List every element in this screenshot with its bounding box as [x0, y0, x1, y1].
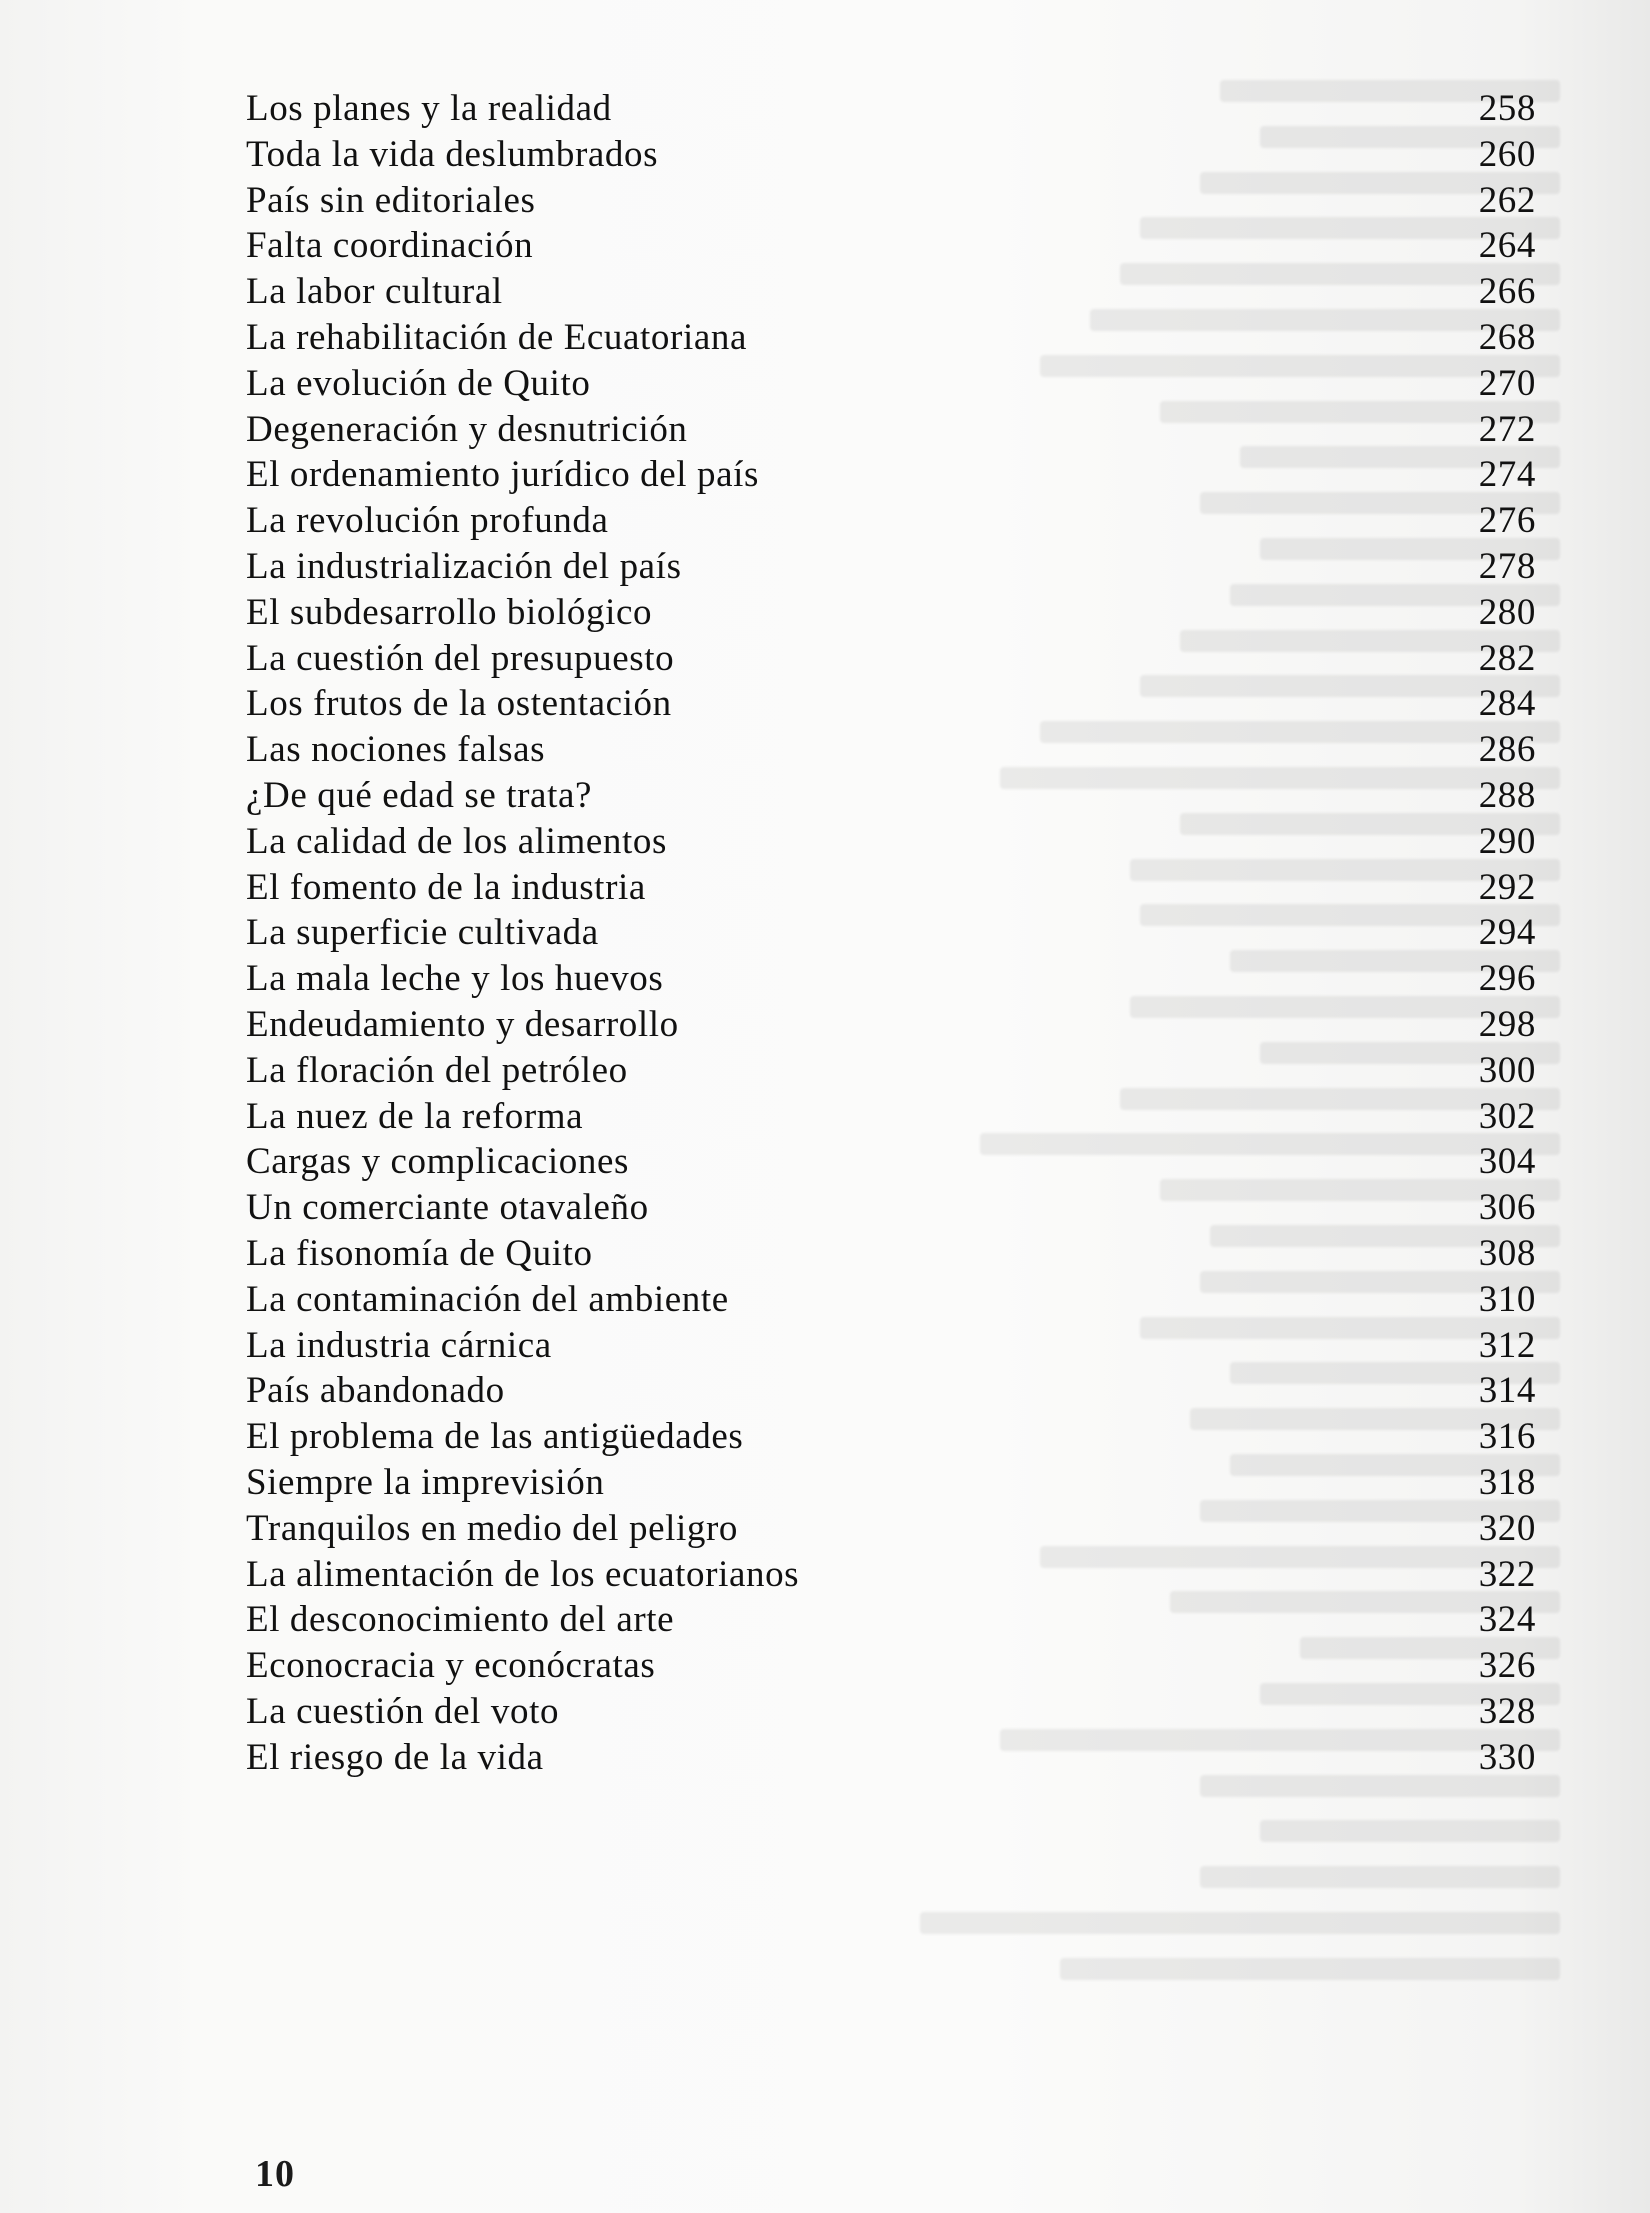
bleed-line: [1060, 1958, 1560, 1980]
toc-entry-page: 282: [1478, 637, 1536, 679]
toc-entry: [246, 1002, 1536, 1048]
toc-entry: [246, 636, 1536, 682]
toc-entry-title: La nuez de la reforma: [246, 1095, 584, 1137]
toc-entry: [246, 1368, 1536, 1414]
toc-entry-page: 278: [1478, 545, 1536, 587]
toc-entry-title: La superficie cultivada: [246, 912, 599, 954]
toc-entry-title: Degeneración y desnutrición: [246, 408, 688, 450]
toc-entry-page: 266: [1478, 271, 1536, 313]
toc-entry-title: La industrialización del país: [246, 545, 682, 587]
toc-entry: [246, 1277, 1536, 1323]
toc-entry-page: 318: [1478, 1461, 1536, 1503]
toc-entry: [246, 498, 1536, 544]
toc-entry-page: 300: [1478, 1049, 1536, 1091]
toc-entry: [246, 819, 1536, 865]
toc-entry-title: País sin editoriales: [246, 179, 536, 221]
toc-entry: [246, 407, 1536, 453]
toc-entry-page: 320: [1478, 1507, 1536, 1549]
toc-entry-page: 298: [1478, 1003, 1536, 1045]
toc-entry-title: Tranquilos en medio del peligro: [246, 1507, 739, 1549]
toc-entry-page: 312: [1478, 1324, 1536, 1366]
toc-entry-page: 292: [1478, 866, 1536, 908]
toc-entry: [246, 223, 1536, 269]
toc-entry-title: País abandonado: [246, 1370, 505, 1412]
toc-entry-page: 328: [1478, 1690, 1536, 1732]
toc-entry-title: El problema de las antigüedades: [246, 1416, 744, 1458]
toc-entry-page: 284: [1478, 683, 1536, 725]
toc-entry-page: 272: [1478, 408, 1536, 450]
toc-entry: [246, 1689, 1536, 1735]
toc-entry-title: Las nociones falsas: [246, 729, 546, 771]
toc-entry-page: 290: [1478, 820, 1536, 862]
toc-entry-title: La alimentación de los ecuatorianos: [246, 1553, 800, 1595]
toc-entry: [246, 1139, 1536, 1185]
toc-entry-title: Cargas y complicaciones: [246, 1141, 630, 1183]
toc-entry: [246, 1185, 1536, 1231]
toc-entry: [246, 1552, 1536, 1598]
toc-entry: [246, 544, 1536, 590]
toc-entry: [246, 590, 1536, 636]
toc-entry-page: 260: [1478, 133, 1536, 175]
toc-entry: [246, 1048, 1536, 1094]
toc-entry-page: 288: [1478, 774, 1536, 816]
toc-entry: [246, 1460, 1536, 1506]
toc-entry: [246, 865, 1536, 911]
toc-entry-page: 264: [1478, 225, 1536, 267]
toc-entry: [246, 681, 1536, 727]
toc-entry: [246, 1414, 1536, 1460]
toc-entry-page: 302: [1478, 1095, 1536, 1137]
toc-entry: [246, 910, 1536, 956]
toc-entry-page: 296: [1478, 958, 1536, 1000]
toc-entry-title: La cuestión del presupuesto: [246, 637, 675, 679]
toc-entry-title: El ordenamiento jurídico del país: [246, 454, 759, 496]
toc-entry: [246, 1506, 1536, 1552]
toc-entry: [246, 1735, 1536, 1781]
toc-entry-title: El fomento de la industria: [246, 866, 646, 908]
toc-entry-page: 324: [1478, 1599, 1536, 1641]
toc-entry-page: 274: [1478, 454, 1536, 496]
page-number: 10: [255, 2153, 295, 2195]
toc-entry-page: 268: [1478, 316, 1536, 358]
toc-entry: [246, 1231, 1536, 1277]
toc-entry-page: 304: [1478, 1141, 1536, 1183]
toc-entry-title: La industria cárnica: [246, 1324, 552, 1366]
toc-entry-title: La evolución de Quito: [246, 362, 591, 404]
toc-entry: [246, 315, 1536, 361]
toc-entry-page: 276: [1478, 500, 1536, 542]
toc-entry-title: ¿De qué edad se trata?: [246, 774, 593, 816]
toc-entry-title: Endeudamiento y desarrollo: [246, 1003, 679, 1045]
toc-entry-page: 270: [1478, 362, 1536, 404]
toc-entry: [246, 132, 1536, 178]
toc-entry: [246, 86, 1536, 132]
table-of-contents: [246, 86, 1536, 1780]
toc-entry-title: Un comerciante otavaleño: [246, 1187, 649, 1229]
toc-entry-page: 262: [1478, 179, 1536, 221]
toc-entry-title: La rehabilitación de Ecuatoriana: [246, 316, 747, 358]
toc-entry-title: La cuestión del voto: [246, 1690, 560, 1732]
toc-entry-page: 326: [1478, 1645, 1536, 1687]
toc-entry: [246, 1597, 1536, 1643]
toc-entry-title: La floración del petróleo: [246, 1049, 628, 1091]
toc-entry: [246, 956, 1536, 1002]
toc-entry-title: Toda la vida deslumbrados: [246, 133, 659, 175]
toc-entry-title: La labor cultural: [246, 271, 503, 313]
toc-entry-title: La contaminación del ambiente: [246, 1278, 729, 1320]
toc-entry: [246, 1323, 1536, 1369]
toc-entry: [246, 727, 1536, 773]
toc-entry-title: Falta coordinación: [246, 225, 534, 267]
toc-entry-title: Siempre la imprevisión: [246, 1461, 605, 1503]
toc-entry-page: 286: [1478, 729, 1536, 771]
toc-entry-title: La mala leche y los huevos: [246, 958, 664, 1000]
bleed-line: [1200, 1866, 1560, 1888]
toc-entry-title: Los planes y la realidad: [246, 88, 612, 129]
toc-entry: [246, 1094, 1536, 1140]
toc-entry: [246, 773, 1536, 819]
toc-entry-page: 310: [1478, 1278, 1536, 1320]
toc-entry: [246, 361, 1536, 407]
toc-entry-page: 316: [1478, 1416, 1536, 1458]
toc-entry-title: El subdesarrollo biológico: [246, 591, 653, 633]
toc-entry-page: 308: [1478, 1232, 1536, 1274]
toc-entry-page: 322: [1478, 1553, 1536, 1595]
toc-entry-page: 314: [1478, 1370, 1536, 1412]
toc-entry: [246, 452, 1536, 498]
toc-entry-title: La revolución profunda: [246, 500, 609, 542]
toc-entry-title: La calidad de los alimentos: [246, 820, 668, 862]
toc-entry-page: 330: [1478, 1736, 1536, 1778]
bleed-line: [920, 1912, 1560, 1934]
toc-entry: [246, 269, 1536, 315]
toc-entry-page: 294: [1478, 912, 1536, 954]
toc-entry-title: Econocracia y econócratas: [246, 1645, 656, 1687]
toc-entry: [246, 178, 1536, 224]
bleed-line: [1260, 1820, 1560, 1842]
toc-entry-page: 280: [1478, 591, 1536, 633]
toc-entry-title: Los frutos de la ostentación: [246, 683, 672, 725]
toc-entry-page: 258: [1478, 88, 1536, 129]
toc-entry: [246, 1643, 1536, 1689]
toc-entry-title: El riesgo de la vida: [246, 1736, 544, 1778]
toc-entry-title: La fisonomía de Quito: [246, 1232, 593, 1274]
toc-entry-page: 306: [1478, 1187, 1536, 1229]
toc-entry-title: El desconocimiento del arte: [246, 1599, 675, 1641]
